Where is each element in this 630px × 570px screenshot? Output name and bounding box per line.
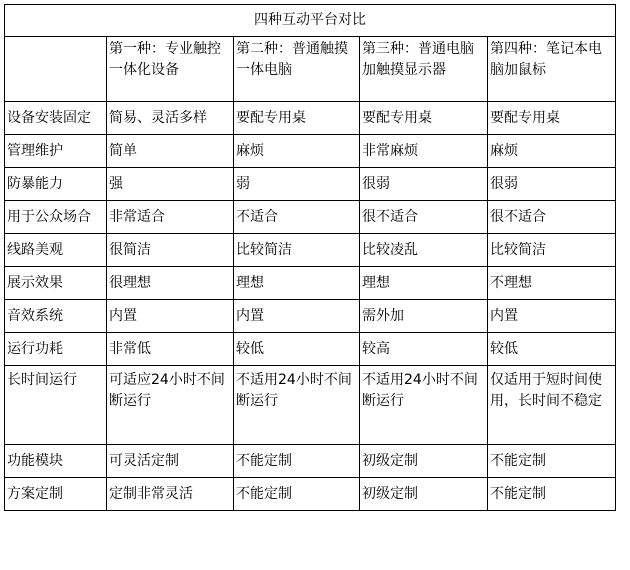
table-cell: 很简洁 (107, 234, 234, 267)
table-cell: 非常适合 (107, 201, 234, 234)
row-label-cell: 展示效果 (5, 267, 107, 300)
table-cell: 麻烦 (234, 135, 360, 168)
table-cell: 理想 (360, 267, 488, 300)
table-cell: 内置 (234, 300, 360, 333)
header-row (5, 37, 616, 102)
table-row (5, 234, 616, 267)
row-label-cell: 管理维护 (5, 135, 107, 168)
table-cell: 不适合 (234, 201, 360, 234)
table-cell: 初级定制 (360, 445, 488, 478)
row-label-cell: 用于公众场合 (5, 201, 107, 234)
table-row (5, 478, 616, 511)
header-option-2: 第二种：普通触摸一体电脑 (234, 37, 360, 102)
header-option-4: 第四种：笔记本电脑加鼠标 (488, 37, 616, 102)
table-cell: 不理想 (488, 267, 616, 300)
table-cell: 非常低 (107, 333, 234, 366)
table-cell: 要配专用桌 (234, 102, 360, 135)
table-row (5, 300, 616, 333)
table-cell: 需外加 (360, 300, 488, 333)
row-label-cell: 线路美观 (5, 234, 107, 267)
table-cell: 很不适合 (488, 201, 616, 234)
table-row (5, 168, 616, 201)
table-cell: 弱 (234, 168, 360, 201)
table-cell: 不能定制 (488, 478, 616, 511)
table-cell: 内置 (107, 300, 234, 333)
table-cell: 很弱 (360, 168, 488, 201)
table-cell: 较高 (360, 333, 488, 366)
comparison-table (4, 4, 616, 511)
table-cell: 初级定制 (360, 478, 488, 511)
table-cell: 不能定制 (234, 478, 360, 511)
table-cell: 很理想 (107, 267, 234, 300)
row-label-cell: 功能模块 (5, 445, 107, 478)
table-cell: 较低 (488, 333, 616, 366)
row-label-cell: 音效系统 (5, 300, 107, 333)
title-row (5, 5, 616, 37)
table-row (5, 366, 616, 445)
row-label-cell: 运行功耗 (5, 333, 107, 366)
table-cell: 简易、灵活多样 (107, 102, 234, 135)
row-label-cell: 设备安装固定 (5, 102, 107, 135)
table-cell: 不能定制 (488, 445, 616, 478)
comparison-table-body (5, 5, 616, 511)
table-cell: 强 (107, 168, 234, 201)
table-cell: 内置 (488, 300, 616, 333)
table-row (5, 102, 616, 135)
table-cell: 理想 (234, 267, 360, 300)
table-cell: 要配专用桌 (360, 102, 488, 135)
table-cell: 不能定制 (234, 445, 360, 478)
table-title: 四种互动平台对比 (5, 5, 616, 37)
table-row (5, 267, 616, 300)
table-row (5, 445, 616, 478)
table-cell: 可灵活定制 (107, 445, 234, 478)
table-cell: 简单 (107, 135, 234, 168)
table-cell: 比较简洁 (488, 234, 616, 267)
table-cell: 可适应24小时不间断运行 (107, 366, 234, 445)
table-cell: 仅适用于短时间使用，长时间不稳定 (488, 366, 616, 445)
table-row (5, 333, 616, 366)
table-cell: 很不适合 (360, 201, 488, 234)
table-row (5, 201, 616, 234)
table-cell: 比较凌乱 (360, 234, 488, 267)
table-cell: 很弱 (488, 168, 616, 201)
header-option-1: 第一种：专业触控一体化设备 (107, 37, 234, 102)
table-cell: 较低 (234, 333, 360, 366)
table-cell: 不适用24小时不间断运行 (234, 366, 360, 445)
table-cell: 比较简洁 (234, 234, 360, 267)
table-cell: 麻烦 (488, 135, 616, 168)
row-label-cell: 防暴能力 (5, 168, 107, 201)
header-corner-cell (5, 37, 107, 102)
row-label-cell: 方案定制 (5, 478, 107, 511)
table-cell: 定制非常灵活 (107, 478, 234, 511)
table-cell: 要配专用桌 (488, 102, 616, 135)
table-cell: 非常麻烦 (360, 135, 488, 168)
header-option-3: 第三种：普通电脑加触摸显示器 (360, 37, 488, 102)
row-label-cell: 长时间运行 (5, 366, 107, 445)
table-cell: 不适用24小时不间断运行 (360, 366, 488, 445)
table-row (5, 135, 616, 168)
